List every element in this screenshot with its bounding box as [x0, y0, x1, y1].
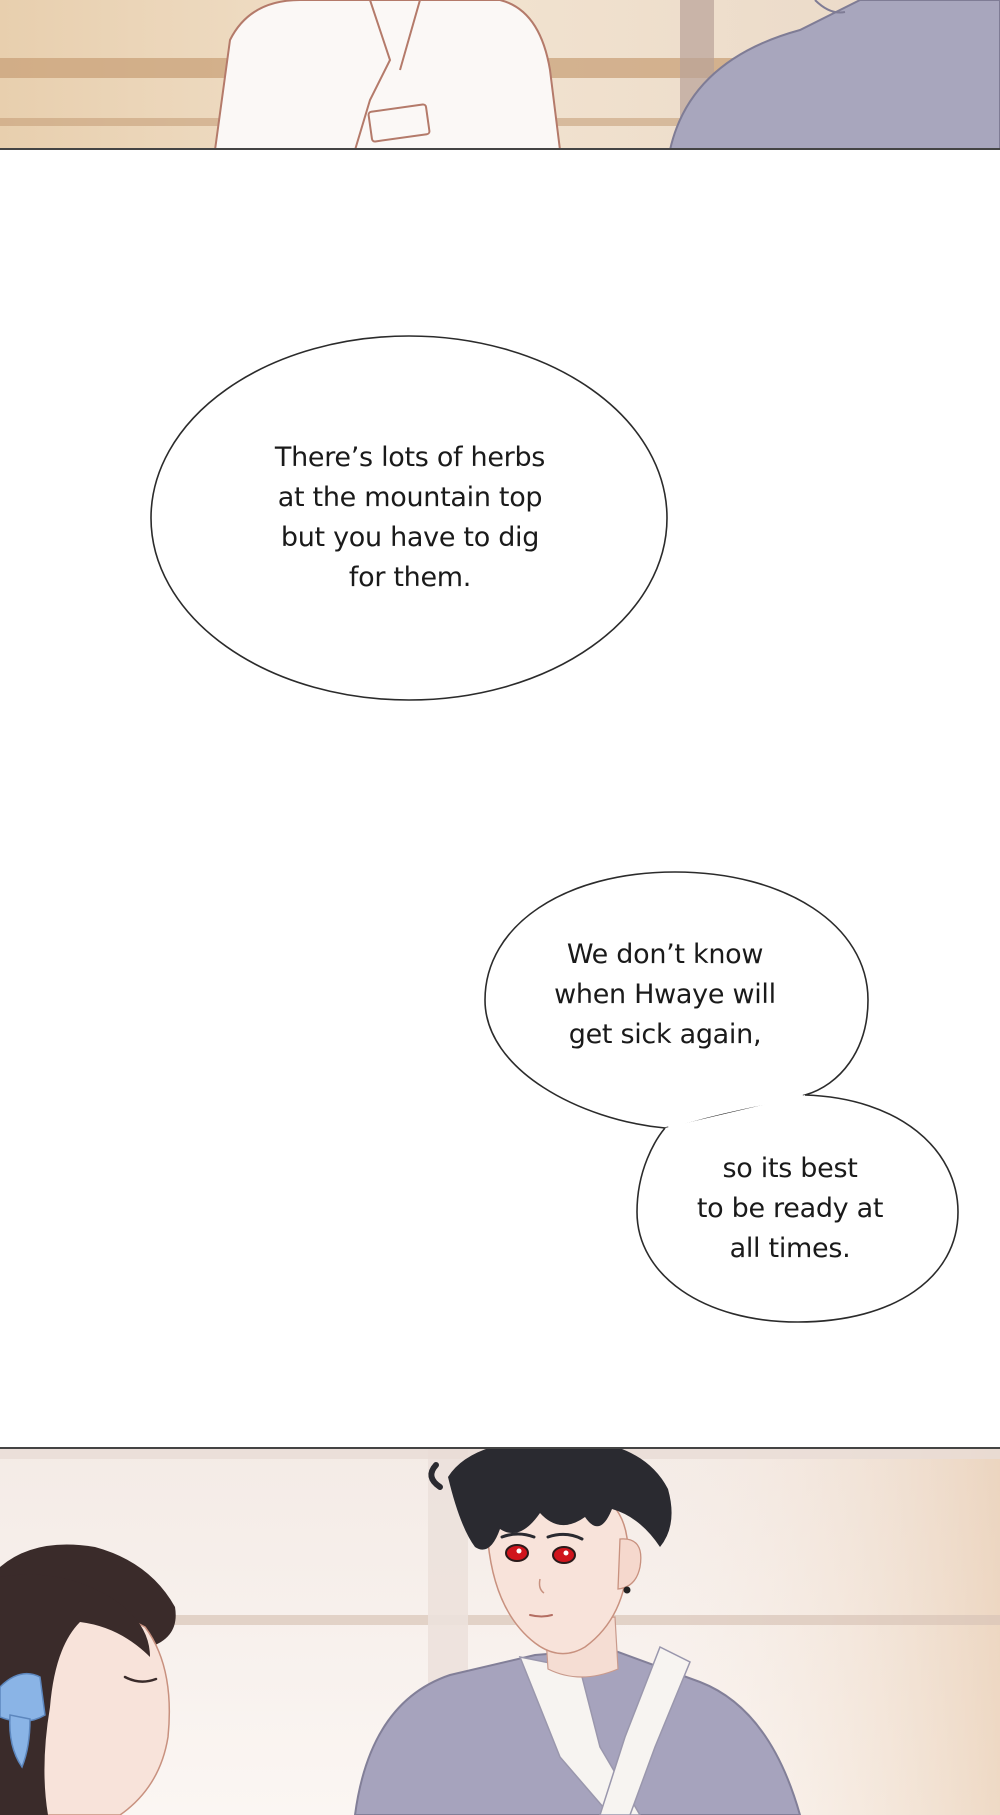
bubble-1-line-2: at the mountain top	[277, 482, 543, 513]
speech-bubble-3-text	[655, 1149, 925, 1269]
bubble-1-line-1: There’s lots of herbs	[274, 442, 546, 473]
bubble-3-line-1: so its best	[722, 1153, 858, 1184]
speech-bubble-2-text	[515, 935, 815, 1055]
bubble-3-line-2: to be ready at	[696, 1193, 884, 1224]
bubble-3-line-3: all times.	[729, 1233, 851, 1264]
bubble-1-line-4: for them.	[348, 562, 472, 593]
bubble-2-line-2: when Hwaye will	[554, 979, 776, 1010]
bubble-2-line-1: We don’t know	[566, 939, 764, 970]
speech-bubble-1-text	[210, 438, 610, 598]
bubble-1-line-3: but you have to dig	[280, 522, 540, 553]
bottom-comic-panel	[0, 1447, 1000, 1815]
bottom-panel-illustration	[0, 1447, 1000, 1815]
bubble-2-line-3: get sick again,	[568, 1019, 762, 1050]
